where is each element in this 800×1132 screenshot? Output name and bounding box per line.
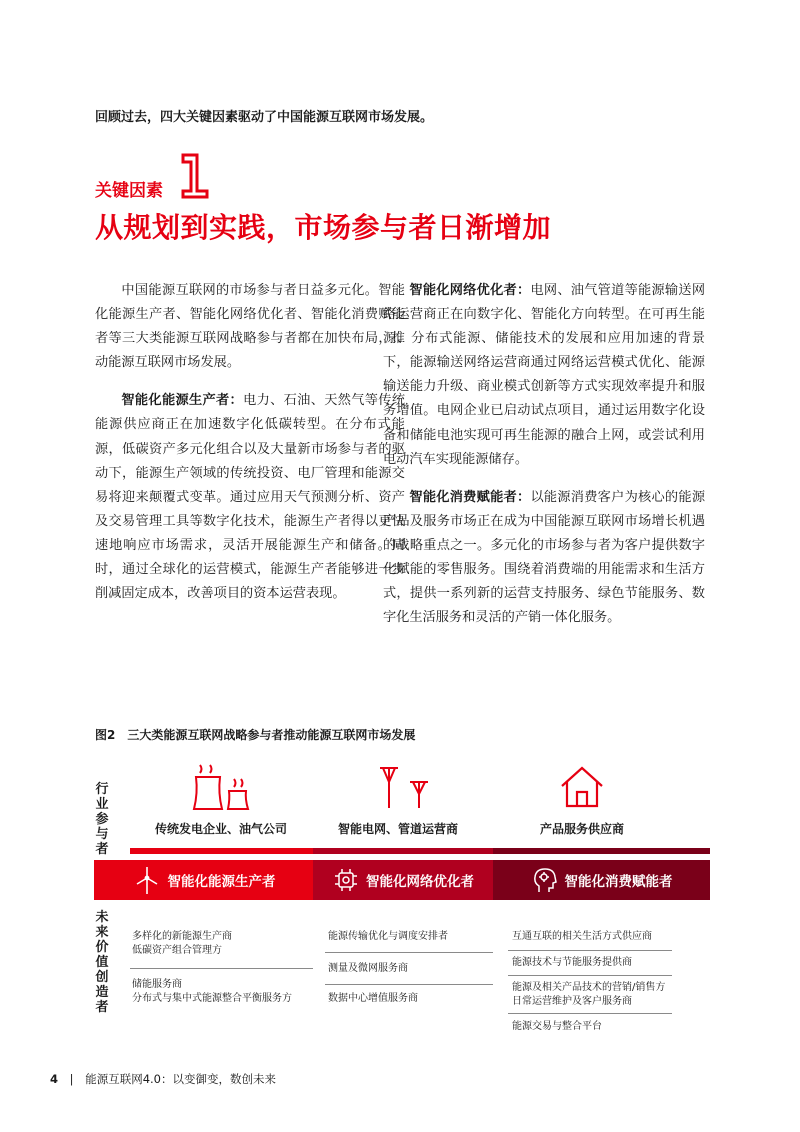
- footer-title: 能源互联网4.0：以变御变，数创未来: [85, 1072, 276, 1086]
- band-label: 智能化能源生产者: [167, 874, 276, 890]
- key-factor-label: 关键因素: [95, 181, 163, 201]
- band-consumer-enabler: [493, 860, 710, 900]
- power-tower-icon: [378, 764, 430, 812]
- divider: [493, 848, 710, 854]
- divider: [130, 968, 313, 969]
- paragraph: [383, 279, 705, 472]
- paragraph-body: 电力、石油、天然气等传统能源供应商正在加速数字化低碳转型。在分布式能源，低碳资产多元化组合以及大量新市场参与者的驱动下，能源生产领域的传统投资、电厂管理和能源交易将迎来颠覆式变革。通过应用天气预测分析、资产及交易管理工具等数字化技术，能源生产者得以更快速地响应市场需求，灵活开展能源生产和储备。同时，通过全球化的运营模式，能源生产者能够进一步削减固定成本，改善项目的资本运营表现。: [95, 393, 406, 602]
- band-energy-producer: [94, 860, 313, 900]
- list-item: 测量及微网服务商: [328, 963, 408, 974]
- list-item: 能源传输优化与调度安排者: [328, 931, 448, 942]
- list-item: [132, 978, 292, 1006]
- actor-label: 智能电网、管道运营商: [337, 822, 458, 836]
- left-column: [95, 279, 405, 620]
- divider: [325, 984, 493, 985]
- page-number: 4: [50, 1072, 59, 1086]
- side-label-industry-participants: 行业参与者: [95, 782, 109, 857]
- band-network-optimizer: [313, 860, 493, 900]
- paragraph: [95, 389, 405, 606]
- list-item-line: 低碳资产组合管理方: [132, 945, 222, 956]
- paragraph-body: 以能源消费客户为核心的能源产品及服务市场正在成为中国能源互联网市场增长机遇的战略重点之一。多元化的市场参与者为客户提供数字化赋能的零售服务。围绕着消费端的用能需求和生活方式，提供一系列新的运营支持服务、绿色节能服务、数字化生活服务和灵活的产销一体化服务。: [383, 489, 706, 626]
- right-column: [383, 279, 705, 644]
- divider: [130, 848, 313, 854]
- paragraph-body: 电网、油气管道等能源输送网络运营商正在向数字化、智能化方向转型。在可再生能源、分布式能源、储能技术的发展和应用加速的背景下，能源输送网络运营商通过网络运营模式优化、能源输送能力升级、商业模式创新等方式实现效率提升和服务增值。电网企业已启动试点项目，通过运用数字化设备和储能电池实现可再生能源的融合上网，或尝试利用电动汽车实现能源储存。: [383, 283, 706, 467]
- list-item-line: 储能服务商: [132, 979, 182, 990]
- headline: 从规划到实践，市场参与者日渐增加: [95, 211, 552, 244]
- divider: [508, 1013, 672, 1014]
- list-item: 数据中心增值服务商: [328, 993, 418, 1004]
- page-footer: [50, 1071, 276, 1087]
- band-label: 智能化网络优化者: [366, 874, 474, 890]
- footer-separator: |: [69, 1072, 74, 1086]
- list-item: 互通互联的相关生活方式供应商: [512, 931, 652, 942]
- list-item-line: 能源及相关产品技术的营销/销售方: [512, 982, 666, 993]
- band-label: 智能化消费赋能者: [564, 874, 673, 890]
- divider: [508, 950, 672, 951]
- network-chip-icon: [332, 866, 360, 894]
- paragraph: [383, 486, 705, 631]
- paragraph-lead: 智能化网络优化者：: [409, 283, 531, 298]
- paragraph-lead: 智能化能源生产者：: [121, 393, 244, 409]
- ai-head-icon: [531, 866, 559, 894]
- list-item-line: 日常运营维护及客户服务商: [512, 996, 632, 1007]
- power-plant-icon: [186, 763, 256, 813]
- house-icon: [558, 764, 606, 810]
- list-item: 能源交易与整合平台: [512, 1021, 602, 1032]
- list-item-line: 多样化的新能源生产商: [132, 931, 232, 942]
- key-factor-number-icon: [177, 153, 211, 199]
- list-item: [512, 981, 665, 1009]
- paragraph: 中国能源互联网的市场参与者日益多元化。智能化能源生产者、智能化网络优化者、智能化消费赋能者等三大类能源互联网战略参与者都在加快布局，推动能源互联网市场发展。: [95, 283, 405, 371]
- intro-text: 回顾过去，四大关键因素驱动了中国能源互联网市场发展。: [95, 110, 434, 125]
- list-item: [132, 930, 232, 958]
- paragraph-lead: 智能化消费赋能者：: [409, 489, 531, 505]
- wind-turbine-icon: [132, 865, 162, 895]
- list-item-line: 分布式与集中式能源整合平衡服务方: [132, 993, 292, 1004]
- list-item: 能源技术与节能服务提供商: [512, 957, 632, 968]
- divider: [325, 952, 493, 953]
- divider: [508, 975, 672, 976]
- actor-label: 传统发电企业、油气公司: [154, 822, 287, 836]
- actor-label: 产品服务供应商: [539, 822, 624, 836]
- side-label-future-value-creators: 未来价值创造者: [95, 910, 109, 1015]
- divider: [313, 848, 493, 854]
- figure-title: 图2 三大类能源互联网战略参与者推动能源互联网市场发展: [95, 728, 416, 742]
